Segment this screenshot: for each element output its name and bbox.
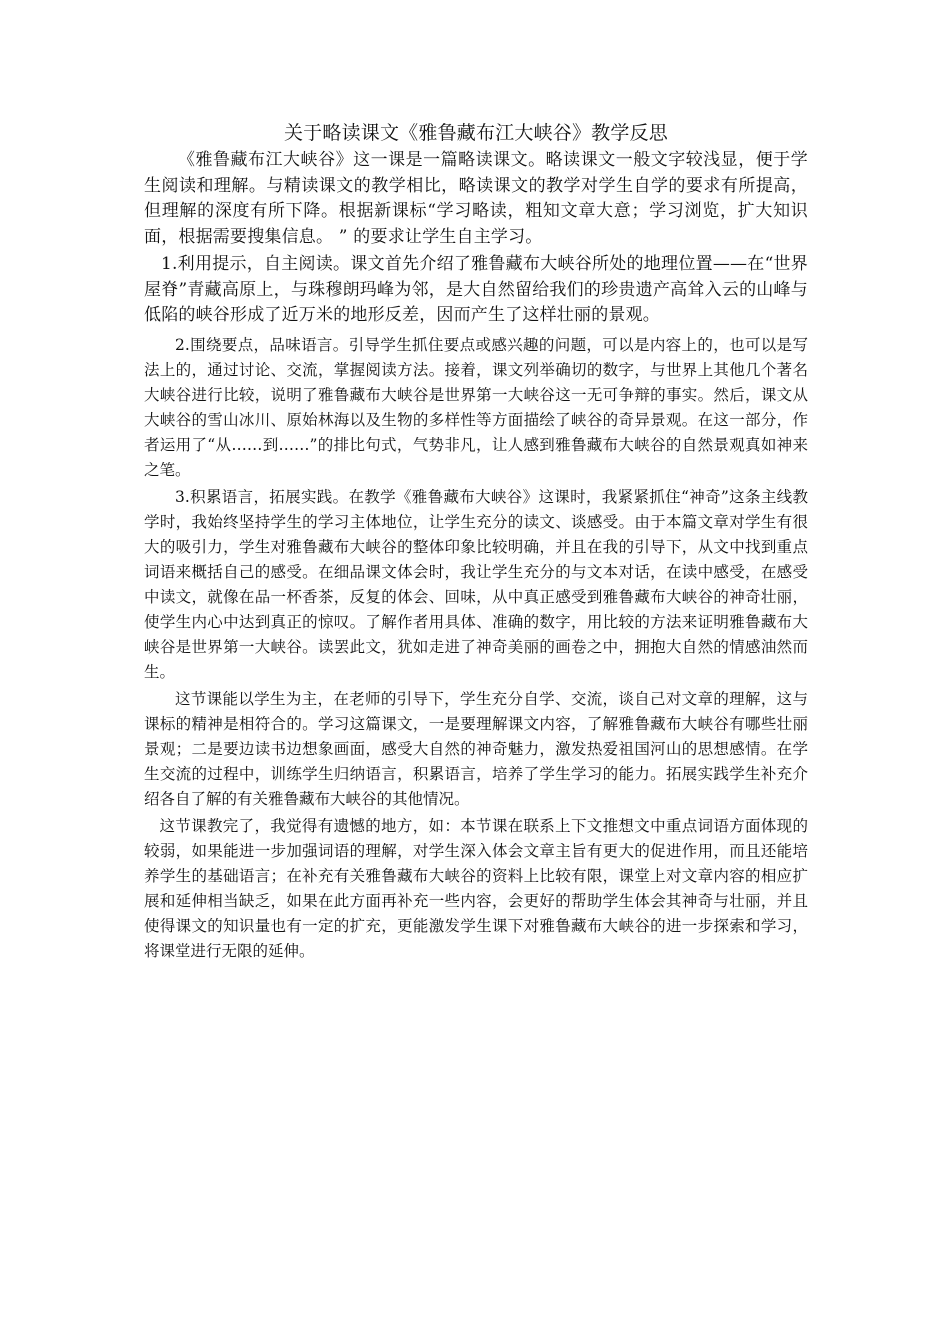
paragraph-intro: 《雅鲁藏布江大峡谷》这一课是一篇略读课文。略读课文一般文字较浅显，便于学生阅读和理解。与精读课文的教学相比，略读课文的教学对学生自学的要求有所提高，但理解的深度有所下降。根据新课标“学习略读，粗知文章大意；学习浏览，扩大知识面，根据需要搜集信息。 ” 的要求让学生自主学习。 xyxy=(144,150,808,247)
paragraph-point-3: 3.积累语言，拓展实践。在教学《雅鲁藏布大峡谷》这课时，我紧紧抓住“神奇”这条主线教学时，我始终坚持学生的学习主体地位，让学生充分的读文、谈感受。由于本篇文章对学生有很大的吸引力，学生对雅鲁藏布大峡谷的整体印象比较明确，并且在我的引导下，从文中找到重点词语来概括自己的感受。在细品课文体会时，我让学生充分的与文本对话，在读中感受，在感受中读文，就像在品一杯香茶，反复的体会、回味，从中真正感受到雅鲁藏布大峡谷的神奇壮丽，使学生内心中达到真正的惊叹。了解作者用具体、准确的数字，用比较的方法来证明雅鲁藏布大峡谷是世界第一大峡谷。读罢此文，犹如走进了神奇美丽的画卷之中，拥抱大自然的情感油然而生。 xyxy=(144,487,808,681)
paragraph-summary: 这节课能以学生为主，在老师的引导下，学生充分自学、交流，谈自己对文章的理解，这与课标的精神是相符合的。学习这篇课文，一是要理解课文内容，了解雅鲁藏布大峡谷有哪些壮丽景观；二是要边读书边想象画面，感受大自然的神奇魅力，激发热爱祖国河山的思想感情。在学生交流的过程中，训练学生归纳语言，积累语言，培养了学生学习的能力。拓展实践学生补充介绍各自了解的有关雅鲁藏布大峡谷的其他情况。 xyxy=(144,689,808,808)
paragraph-point-2: 2.围绕要点，品味语言。引导学生抓住要点或感兴趣的问题，可以是内容上的，也可以是写法上的，通过讨论、交流，掌握阅读方法。接着，课文列举确切的数字，与世界上其他几个著名大峡谷进行比较，说明了雅鲁藏布大峡谷是世界第一大峡谷这一无可争辩的事实。然后，课文从大峡谷的雪山冰川、原始林海以及生物的多样性等方面描绘了峡谷的奇异景观。在这一部分，作者运用了“从……到……”的排比句式，气势非凡，让人感到雅鲁藏布大峡谷的自然景观真如神来之笔。 xyxy=(144,335,808,479)
document-title: 关于略读课文《雅鲁藏布江大峡谷》教学反思 xyxy=(283,122,668,144)
document-page xyxy=(144,118,808,964)
paragraph-reflection: 这节课教完了，我觉得有遗憾的地方，如：本节课在联系上下文推想文中重点词语方面体现的较弱，如果能进一步加强词语的理解，对学生深入体会文章主旨有更大的促进作用，而且还能培养学生的基础语言；在补充有关雅鲁藏布大峡谷的资料上比较有限，课堂上对文章内容的相应扩展和延伸相当缺乏，如果在此方面再补充一些内容，会更好的帮助学生体会其神奇与壮丽，并且使得课文的知识量也有一定的扩充，更能激发学生课下对雅鲁藏布大峡谷的进一步探索和学习，将课堂进行无限的延伸。 xyxy=(144,816,808,960)
paragraph-point-1: 1.利用提示，自主阅读。课文首先介绍了雅鲁藏布大峡谷所处的地理位置——在“世界屋脊”青藏高原上，与珠穆朗玛峰为邻，是大自然留给我们的珍贵遗产高耸入云的山峰与低陷的峡谷形成了近万米的地形反差，因而产生了这样壮丽的景观。 xyxy=(144,254,808,325)
